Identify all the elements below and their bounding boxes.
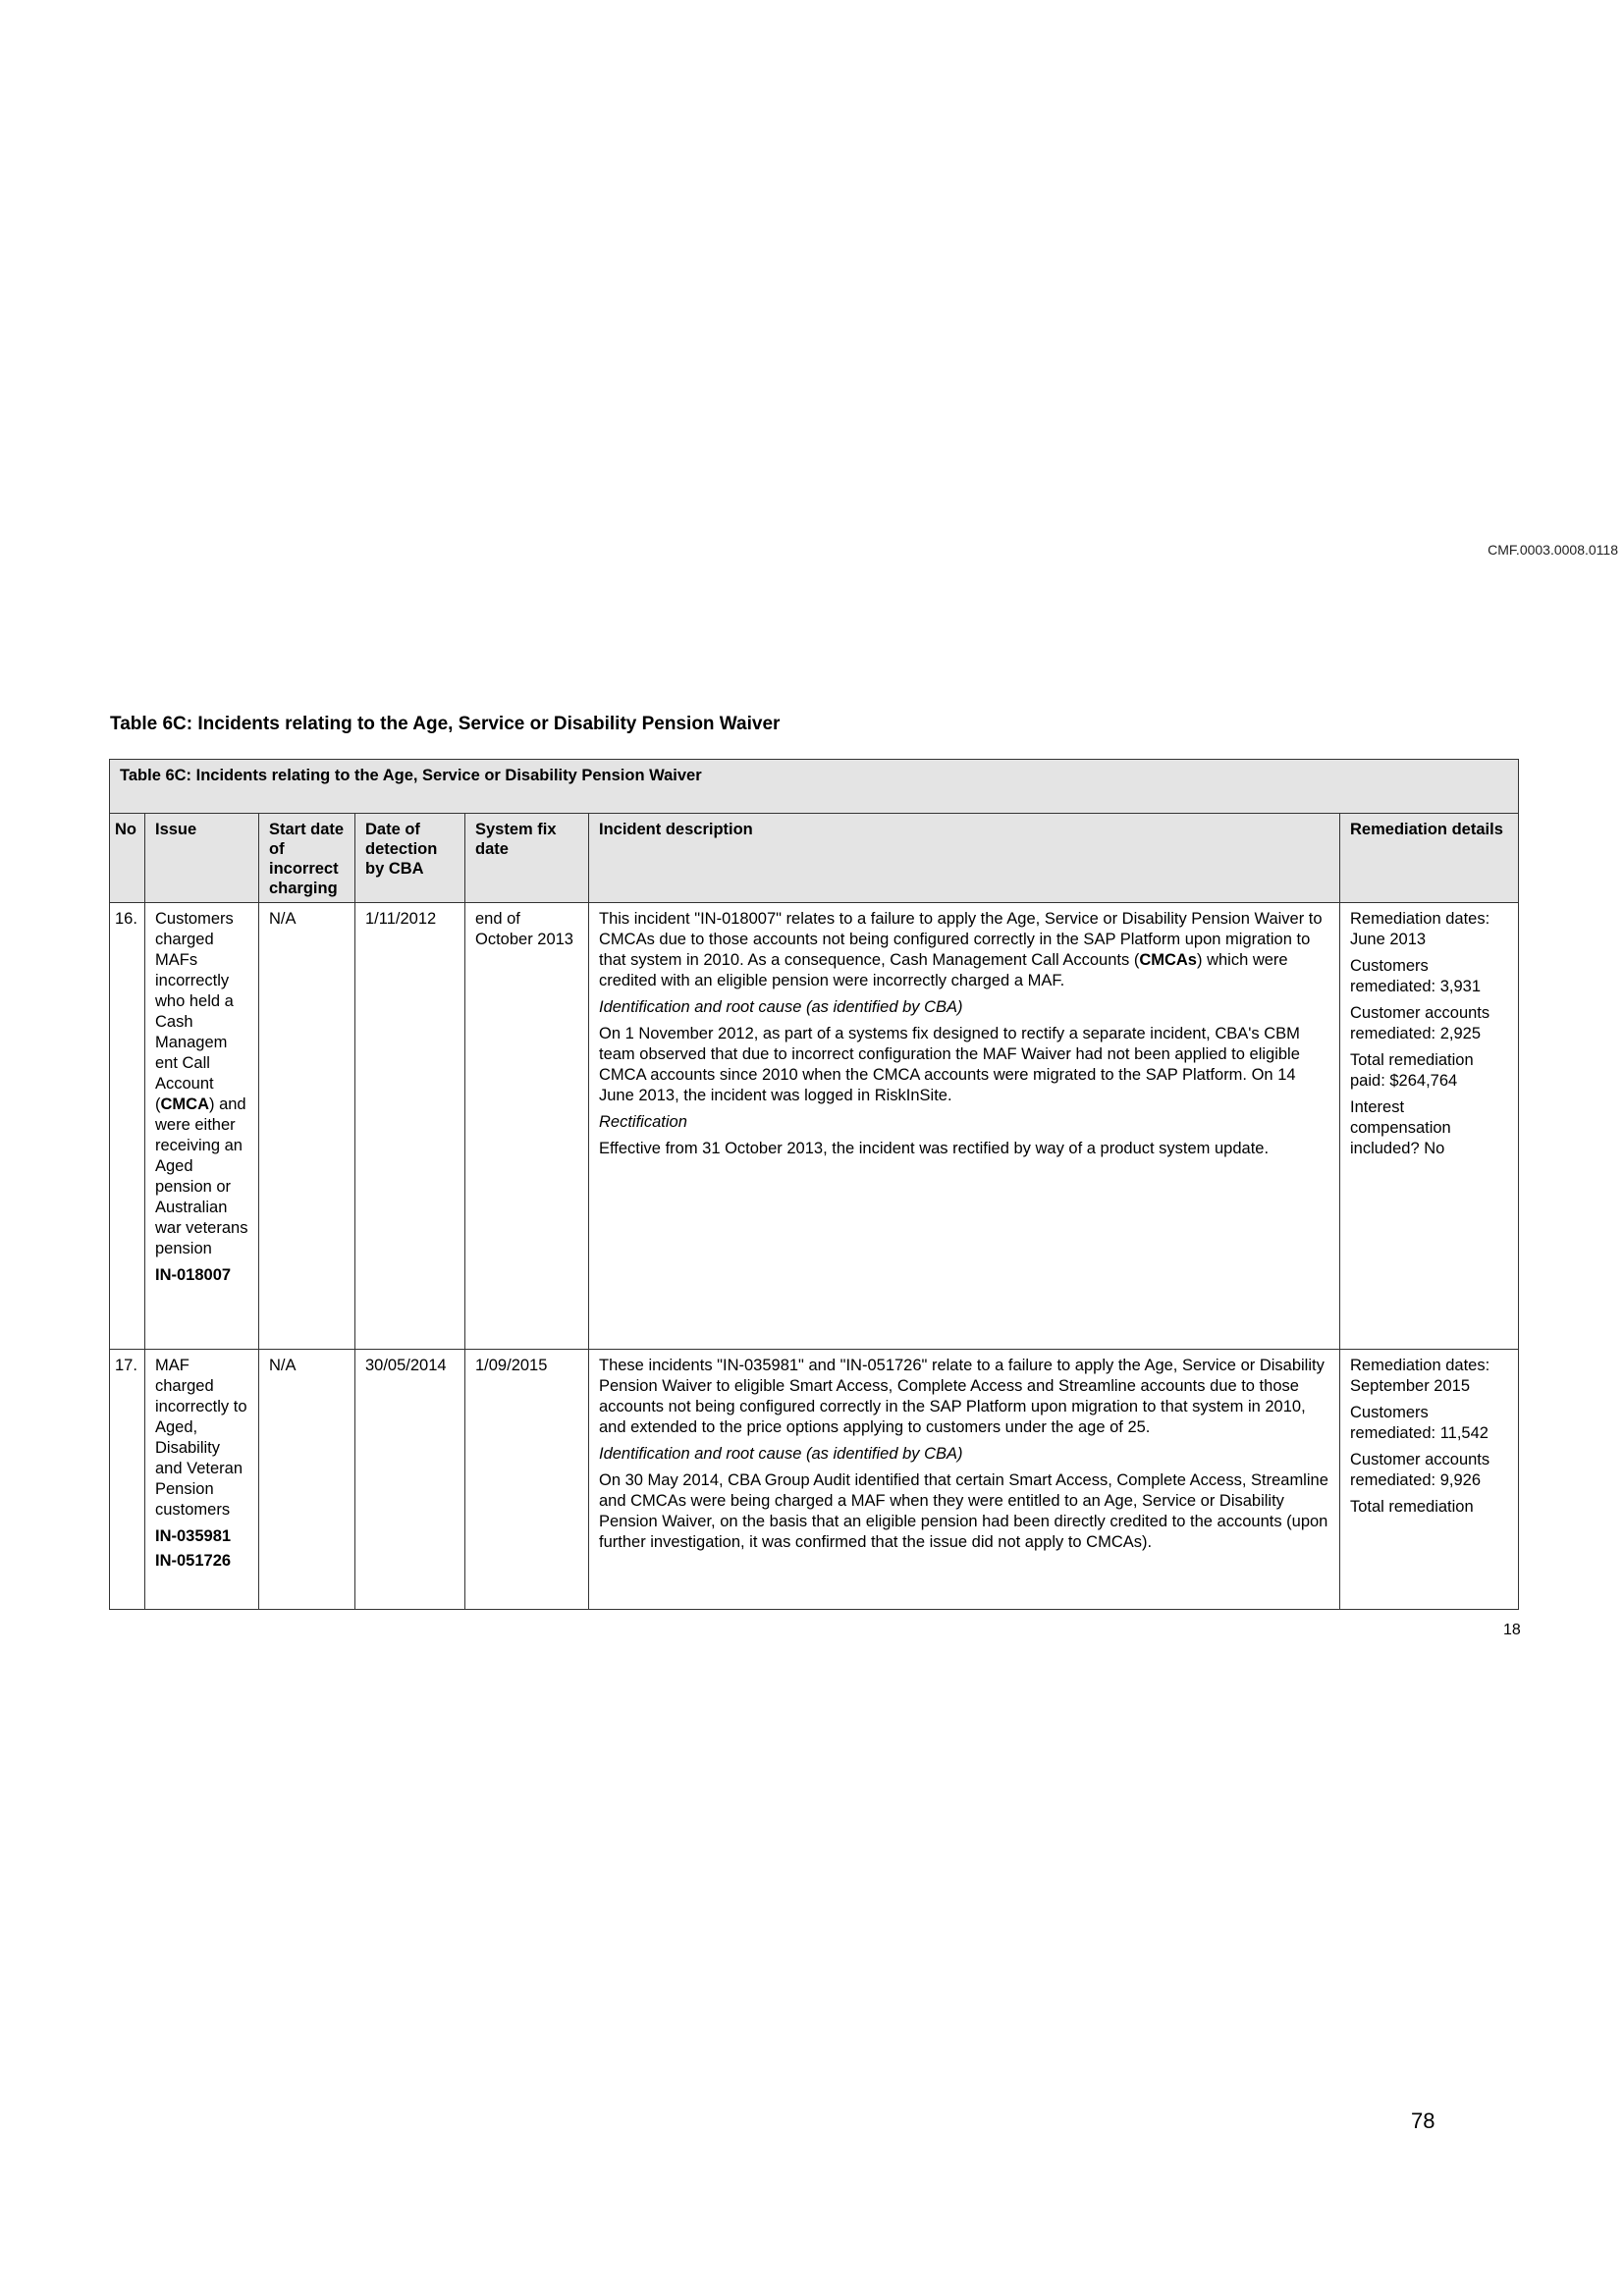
document-id: CMF.0003.0008.0118 [1488,542,1618,558]
issue-text: MAF charged incorrectly to Aged, Disability and Veteran Pension customers [155,1357,247,1519]
remediation-item: Remediation dates: September 2015 [1350,1357,1490,1395]
header-no: No [110,814,145,903]
table-title: Table 6C: Incidents relating to the Age, Service or Disability Pension Waiver [110,714,781,734]
incident-ref: IN-018007 [155,1266,232,1284]
remediation-item: Interest compensation included? No [1350,1098,1451,1157]
remediation-item: Customers remediated: 11,542 [1350,1404,1489,1442]
row-number: 17. [110,1350,145,1610]
incidents-table [109,759,1519,1610]
start-date-cell: N/A [259,903,355,1350]
table-caption-row [110,760,1519,814]
table-header-row [110,814,1519,903]
incident-description-cell [589,903,1340,1350]
description-subheading: Identification and root cause (as identified by CBA) [599,1445,963,1463]
system-fix-date-cell: end of October 2013 [465,903,589,1350]
remediation-item: Total remediation paid: $264,764 [1350,1051,1474,1090]
header-start-date: Start date of incorrect charging [259,814,355,903]
page-number: 78 [1411,2109,1435,2133]
description-paragraph: These incidents "IN-035981" and "IN-051726" relate to a failure to apply the Age, Service or Disability Pension Waiver to eligible Smart Access, Complete Access and Streamline accounts due to those accounts not being configured correctly in the SAP Platform upon migration to that system in 2010, and extended to the price options applying to customers under the age of 25. [599,1357,1325,1436]
issue-cell [145,903,259,1350]
description-paragraph: On 1 November 2012, as part of a systems fix designed to rectify a separate incident, CBA's CBM team observed that due to incorrect configuration the MAF Waiver had not been applied to eligible CMCA accounts since 2010 when the CMCA accounts were migrated to the SAP Platform. On 14 June 2013, the incident was logged in RiskInSite. [599,1025,1300,1104]
description-subheading: Identification and root cause (as identified by CBA) [599,998,963,1016]
remediation-item: Customer accounts remediated: 2,925 [1350,1004,1490,1042]
remediation-cell [1340,903,1519,1350]
remediation-item: Total remediation [1350,1498,1474,1516]
remediation-item: Customers remediated: 3,931 [1350,957,1482,995]
remediation-clip [1350,1356,1508,1599]
row-number: 16. [110,903,145,1350]
description-paragraph: Effective from 31 October 2013, the incident was rectified by way of a product system update. [599,1140,1270,1157]
header-detection-date: Date of detection by CBA [355,814,465,903]
description-subheading: Rectification [599,1113,687,1131]
inner-page-number: 18 [1503,1622,1521,1638]
header-remediation-details: Remediation details [1340,814,1519,903]
table-row [110,1350,1519,1610]
incident-ref: IN-035981 [155,1527,232,1545]
system-fix-date-cell: 1/09/2015 [465,1350,589,1610]
header-incident-description: Incident description [589,814,1340,903]
start-date-cell: N/A [259,1350,355,1610]
header-system-fix-date: System fix date [465,814,589,903]
header-issue: Issue [145,814,259,903]
description-paragraph: This incident "IN-018007" relates to a failure to apply the Age, Service or Disability Pension Waiver to CMCAs due to those accounts not being configured correctly in the SAP Platform upon migration to that system in 2010. As a consequence, Cash Management Call Accounts (CMCAs) which were credited with an eligible pension were incorrectly charged a MAF. [599,910,1323,989]
table-caption: Table 6C: Incidents relating to the Age, Service or Disability Pension Waiver [110,760,1519,814]
issue-cell [145,1350,259,1610]
description-paragraph: On 30 May 2014, CBA Group Audit identified that certain Smart Access, Complete Access, Streamline and CMCAs were being charged a MAF when they were entitled to an Age, Service or Disability Pension Waiver, on the basis that an eligible pension had been directly credited to the accounts (upon further investigation, it was confirmed that the issue did not apply to CMCAs). [599,1471,1328,1551]
incident-ref: IN-051726 [155,1552,232,1570]
incident-description-cell [589,1350,1340,1610]
remediation-item: Remediation dates: June 2013 [1350,910,1490,948]
detection-date-cell: 1/11/2012 [355,903,465,1350]
remediation-cell [1340,1350,1519,1610]
table-row [110,903,1519,1350]
issue-text: Customers charged MAFs incorrectly who held a Cash Managem ent Call Account (CMCA) and were either receiving an Aged pension or Australian war veterans pension [155,910,248,1257]
detection-date-cell: 30/05/2014 [355,1350,465,1610]
remediation-item: Customer accounts remediated: 9,926 [1350,1451,1490,1489]
